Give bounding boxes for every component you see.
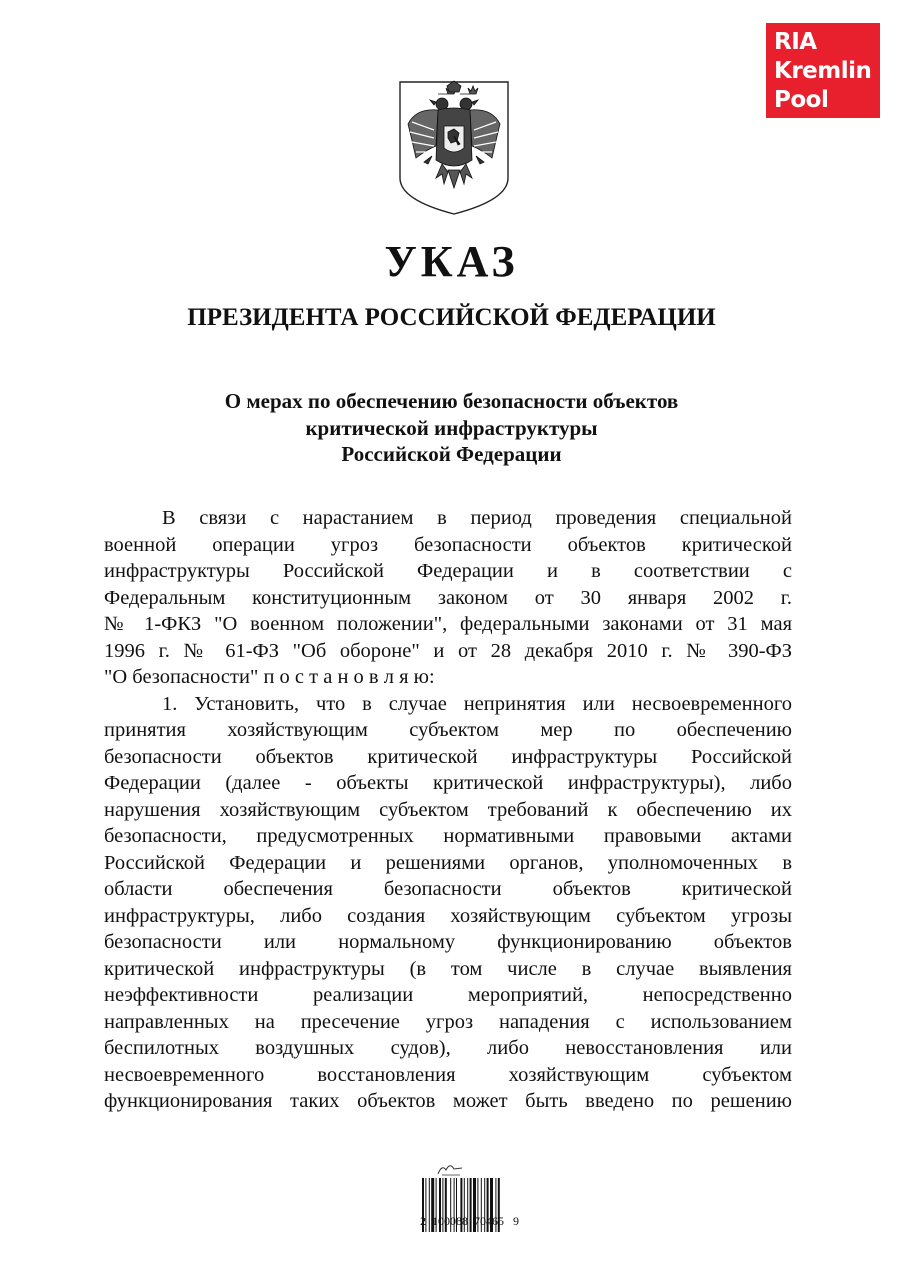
heading-line: О мерах по обеспечению безопасности объектов [224,389,679,413]
heading-line: Российской Федерации [341,442,562,466]
logo-line: Pool [774,87,829,113]
barcode [420,1160,560,1255]
body-line: военной операции угроз безопасности объектов критической [104,533,792,556]
decree-heading [0,388,903,468]
body-line: несвоевременного восстановления хозяйствующим субъектом [104,1063,792,1086]
body-line: безопасности объектов критической инфраструктуры Российской [104,745,792,768]
document-subtitle: ПРЕЗИДЕНТА РОССИЙСКОЙ ФЕДЕРАЦИИ [187,304,716,331]
body-line: функционирования таких объектов может быть введено по решению [104,1090,792,1112]
body-line: 1. Установить, что в случае непринятия или несвоевременного [162,692,792,715]
body-line: Федеральным конституционным законом от 30 января 2002 г. [104,586,792,609]
barcode-number: 2 100088 70465 9 [420,1214,519,1228]
ria-kremlin-pool-logo [766,23,880,118]
body-line: области обеспечения безопасности объектов критической [104,878,792,900]
body-line: "О безопасности" п о с т а н о в л я ю: [104,666,435,688]
body-line: инфраструктуры, либо создания хозяйствующим субъектом угрозы [104,904,792,927]
logo-line: Kremlin [774,58,872,84]
heading-line: критической инфраструктуры [305,415,598,440]
body-line: В связи с нарастанием в период проведения специальной [162,507,792,529]
body-line: инфраструктуры Российской Федерации и в соответствии с [104,560,792,582]
body-line: критической инфраструктуры (в том числе в случае выявления [104,957,792,980]
signature-mark-icon [436,1160,466,1176]
body-line: неэффективности реализации мероприятий, непосредственно [104,984,792,1006]
body-line: беспилотных воздушных судов), либо невосстановления или [104,1037,792,1059]
body-line: безопасности, предусмотренных нормативными правовыми актами [104,825,792,847]
decree-body [104,505,792,1115]
logo-line: RIA [774,29,817,55]
document-title: УКАЗ [384,237,519,286]
coat-of-arms-icon [396,80,512,216]
body-line: направленных на пресечение угроз нападения с использованием [104,1010,792,1033]
body-line: Российской Федерации и решениями органов, уполномоченных в [104,851,792,874]
body-line: № 1-ФКЗ "О военном положении", федеральными законами от 31 мая [104,613,792,635]
body-line: нарушения хозяйствующим субъектом требований к обеспечению их [104,798,792,821]
body-line: Федерации (далее - объекты критической инфраструктуры), либо [104,772,792,794]
body-line: принятия хозяйствующим субъектом мер по обеспечению [104,719,792,741]
body-line: безопасности или нормальному функционированию объектов [104,931,792,953]
body-line: 1996 г. № 61-ФЗ "Об обороне" и от 28 декабря 2010 г. № 390-ФЗ [104,639,792,662]
